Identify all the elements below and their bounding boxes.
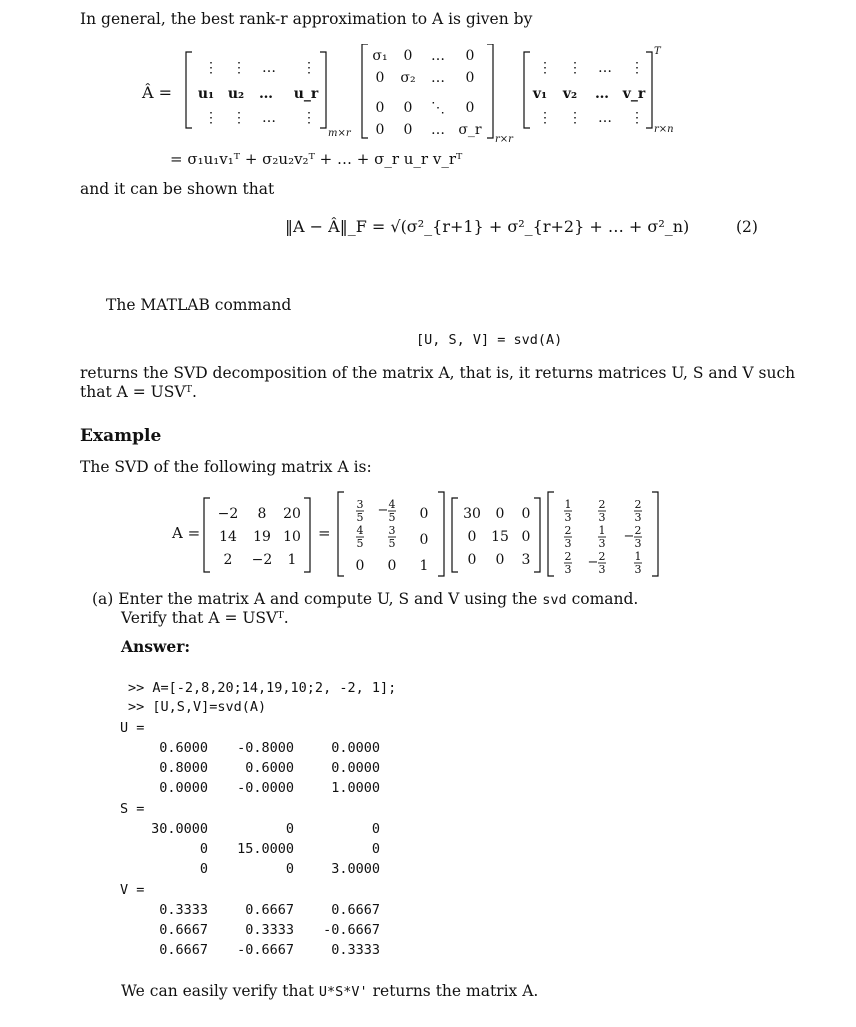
matrix-a	[218, 506, 301, 568]
s-output-cell: 30.0000	[151, 821, 208, 837]
matrix-v	[564, 498, 642, 576]
s-output-cell: 0	[285, 861, 294, 877]
v-output-cell: 0.6667	[245, 902, 294, 918]
svg-text:=: =	[318, 524, 331, 542]
and-shown-text: and it can be shown that	[80, 180, 275, 198]
v-cell: 3	[634, 511, 642, 524]
s-output-cell: 3.0000	[331, 861, 380, 877]
s-cell: 0	[495, 552, 505, 568]
s-output-cell: 0	[285, 821, 294, 837]
example-svd-equation	[170, 488, 670, 580]
a-cell: 14	[219, 529, 237, 545]
u-label: u₁	[197, 86, 215, 102]
u-cell: 5	[356, 511, 364, 524]
svg-text:…: …	[262, 110, 276, 126]
example-description: The SVD of the following matrix A is:	[80, 458, 372, 476]
svg-text:⋮: ⋮	[204, 110, 218, 126]
s-cell: 0	[521, 529, 531, 545]
v-cell: 1	[598, 524, 606, 537]
u-cell: 5	[388, 511, 396, 524]
svg-text:⋮: ⋮	[568, 60, 582, 76]
u-label: u_r	[293, 86, 319, 102]
u-output-cell: 1.0000	[331, 780, 380, 796]
u-column-labels	[198, 86, 319, 102]
v-label: …	[595, 86, 609, 102]
returns-line-2: that A = USVᵀ.	[80, 383, 197, 401]
v-cell: −	[587, 555, 599, 570]
sigma-cell: …	[431, 122, 445, 138]
svd-expansion: = σ₁u₁v₁ᵀ + σ₂u₂v₂ᵀ + … + σ_r u_r v_rᵀ	[170, 150, 463, 168]
sigma-cell: 0	[403, 100, 413, 116]
svg-text:⋮: ⋮	[232, 110, 246, 126]
v-output-cell: 0.6667	[331, 902, 380, 918]
s-cell: 30	[463, 506, 481, 522]
v-cell: 2	[564, 550, 572, 563]
v-column-labels	[532, 86, 646, 102]
rank-r-equation	[140, 44, 700, 174]
svg-text:⋮: ⋮	[568, 110, 582, 126]
u-output-label: U =	[120, 720, 145, 736]
sigma-cell: 0	[375, 122, 385, 138]
a-cell: 10	[283, 529, 301, 545]
u-output-cell: 0.0000	[331, 760, 380, 776]
u-label: …	[259, 86, 273, 102]
s-output-cell: 0	[371, 841, 380, 857]
u-cell: 5	[388, 537, 396, 550]
transpose-mark: T	[654, 46, 661, 57]
u-output-cell: -0.0000	[237, 780, 294, 796]
a-cell: 8	[257, 506, 267, 522]
a-cell: −2	[251, 552, 273, 568]
svg-text:⋮: ⋮	[538, 60, 552, 76]
v-output-cell: 0.6667	[159, 922, 208, 938]
sigma-matrix	[372, 48, 482, 138]
svg-text:⋮: ⋮	[630, 60, 644, 76]
v-output-cell: 0.3333	[331, 942, 380, 958]
s-output-cell: 0	[199, 841, 208, 857]
sigma-cell: ⋱	[431, 100, 445, 116]
v-cell: 3	[634, 563, 642, 576]
v-output-cell: 0.6667	[159, 942, 208, 958]
v-dim: r×n	[654, 124, 674, 135]
v-cell: 3	[564, 563, 572, 576]
part-a-line-1: (a) Enter the matrix A and compute U, S and V using the svd comand.	[92, 590, 639, 608]
u-label: u₂	[227, 86, 245, 102]
v-output-cell: 0.3333	[159, 902, 208, 918]
v-cell: 3	[598, 511, 606, 524]
a-hat-lhs: Â =	[142, 83, 173, 102]
svg-text:A =: A =	[172, 524, 201, 542]
equation-number: (2)	[736, 218, 758, 236]
part-a-line-2: Verify that A = USVᵀ.	[121, 609, 289, 627]
u-cell: 0	[419, 532, 429, 548]
v-cell: 2	[564, 524, 572, 537]
u-cell: 3	[388, 524, 396, 537]
matlab-intro: The MATLAB command	[106, 296, 292, 314]
u-cell: 0	[419, 506, 429, 522]
s-cell: 15	[491, 529, 509, 545]
v-cell: 2	[598, 550, 606, 563]
u-cell: 0	[387, 558, 397, 574]
sigma-cell: σ_r	[458, 122, 482, 138]
svg-text:⋮: ⋮	[538, 110, 552, 126]
sigma-cell: 0	[375, 100, 385, 116]
v-output-label: V =	[120, 882, 145, 898]
sigma-dim: r×r	[495, 134, 513, 145]
v-output-cell: -0.6667	[237, 942, 294, 958]
s-output-cell: 0	[371, 821, 380, 837]
v-cell: 3	[634, 537, 642, 550]
code-line-1: >> A=[-2,8,20;14,19,10;2, -2, 1];	[128, 680, 397, 696]
u-output-cell: -0.8000	[237, 740, 294, 756]
intro-line: In general, the best rank-r approximation to A is given by	[80, 10, 533, 28]
v-label: v₂	[562, 86, 578, 102]
a-cell: 19	[253, 529, 271, 545]
a-cell: −2	[217, 506, 239, 522]
svd-command: [U, S, V] = svd(A)	[416, 332, 563, 348]
svg-text:⋮: ⋮	[302, 110, 316, 126]
v-cell: 3	[598, 563, 606, 576]
example-heading: Example	[80, 426, 162, 446]
sigma-cell: σ₁	[372, 48, 388, 64]
sigma-cell: …	[431, 70, 445, 86]
a-cell: 1	[287, 552, 297, 568]
s-cell: 0	[467, 552, 477, 568]
svg-text:⋮: ⋮	[302, 60, 316, 76]
sigma-cell: 0	[403, 48, 413, 64]
v-cell: 2	[634, 524, 642, 537]
u-output-cell: 0.0000	[331, 740, 380, 756]
u-output-cell: 0.0000	[159, 780, 208, 796]
code-line-2: >> [U,S,V]=svd(A)	[128, 699, 267, 715]
svg-text:…: …	[598, 60, 612, 76]
v-cell: −	[623, 529, 635, 544]
v-label: v₁	[532, 86, 548, 102]
u-output-cell: 0.6000	[159, 740, 208, 756]
svg-text:⋮: ⋮	[232, 60, 246, 76]
s-cell: 0	[521, 506, 531, 522]
sigma-cell: …	[431, 48, 445, 64]
svg-text:…: …	[262, 60, 276, 76]
sigma-cell: σ₂	[400, 70, 416, 86]
v-label: v_r	[622, 86, 646, 102]
v-cell: 3	[564, 511, 572, 524]
u-output-cell: 0.8000	[159, 760, 208, 776]
sigma-cell: 0	[465, 100, 475, 116]
svg-text:⋮: ⋮	[630, 110, 644, 126]
s-output-cell: 15.0000	[237, 841, 294, 857]
u-cell: 3	[356, 498, 364, 511]
v-cell: 1	[564, 498, 572, 511]
v-cell: 2	[598, 498, 606, 511]
s-cell: 3	[521, 552, 531, 568]
svg-text:⋮: ⋮	[204, 60, 218, 76]
sigma-cell: 0	[465, 70, 475, 86]
sigma-cell: 0	[403, 122, 413, 138]
answer-label: Answer:	[121, 637, 191, 656]
s-output-label: S =	[120, 801, 145, 817]
u-cell: 1	[419, 558, 429, 574]
u-output-cell: 0.6000	[245, 760, 294, 776]
u-cell: 5	[356, 537, 364, 550]
s-cell: 0	[467, 529, 477, 545]
v-cell: 1	[634, 550, 642, 563]
matrix-s	[463, 506, 530, 568]
sigma-cell: 0	[375, 70, 385, 86]
a-cell: 2	[223, 552, 233, 568]
v-output-cell: -0.6667	[323, 922, 380, 938]
v-output-cell: 0.3333	[245, 922, 294, 938]
u-cell: 0	[355, 558, 365, 574]
s-cell: 0	[495, 506, 505, 522]
v-cell: 2	[634, 498, 642, 511]
u-dim: m×r	[328, 128, 351, 139]
u-cell: 4	[388, 498, 396, 511]
s-output-cell: 0	[199, 861, 208, 877]
matrix-u	[356, 498, 429, 574]
returns-line-1: returns the SVD decomposition of the matrix A, that is, it returns matrices U, S and V such	[80, 364, 796, 382]
sigma-cell: 0	[465, 48, 475, 64]
u-cell: 4	[356, 524, 364, 537]
v-cell: 3	[564, 537, 572, 550]
a-cell: 20	[283, 506, 301, 522]
final-sentence: We can easily verify that U*S*V' returns the matrix A.	[121, 982, 539, 1000]
v-cell: 3	[598, 537, 606, 550]
u-cell: −	[377, 503, 389, 518]
frobenius-equation: ‖A − Â‖_F = √(σ²_{r+1} + σ²_{r+2} + … + σ²_n)	[285, 217, 690, 236]
svg-text:…: …	[598, 110, 612, 126]
